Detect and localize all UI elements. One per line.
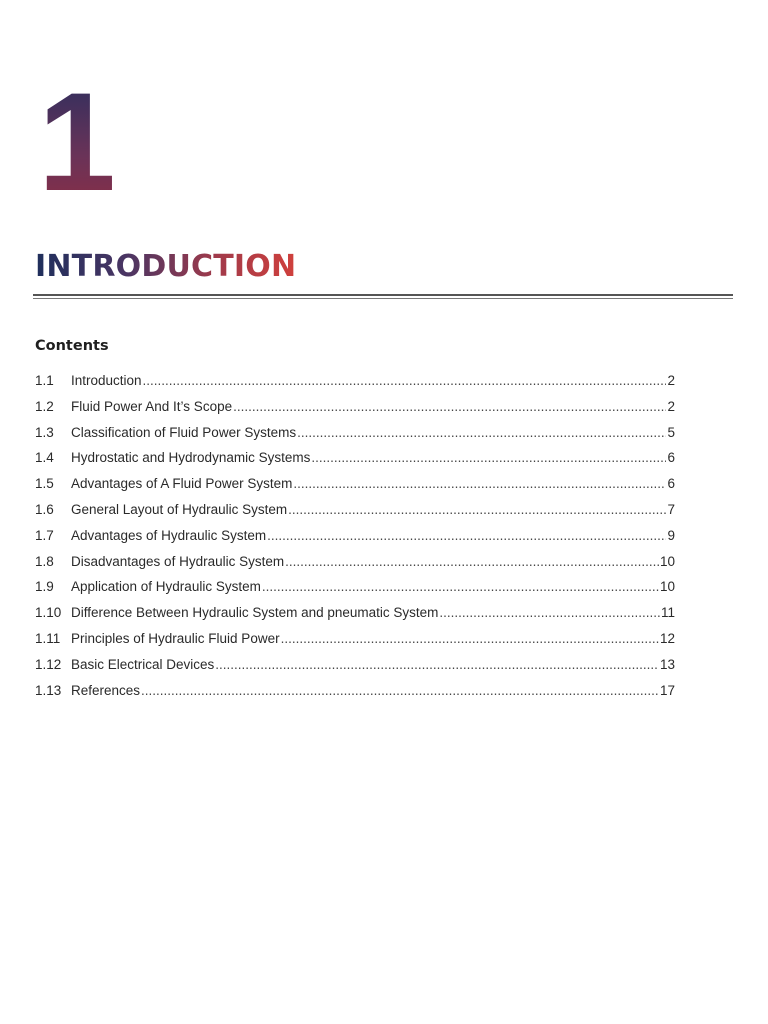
toc-entry-page: 11 xyxy=(660,605,675,621)
toc-entry-page: 7 xyxy=(667,501,675,517)
toc-entry-page: 9 xyxy=(667,527,675,543)
title-divider xyxy=(33,294,733,299)
toc-dot-leader xyxy=(293,476,666,491)
toc-entry[interactable] xyxy=(35,605,675,631)
toc-entry-page: 12 xyxy=(659,630,675,646)
toc-entry-page: 6 xyxy=(667,476,675,492)
toc-entry-number: 1.2 xyxy=(35,398,54,414)
chapter-title: INTRODUCTION xyxy=(35,249,297,284)
toc-dot-leader xyxy=(141,683,659,698)
toc-entry-page: 10 xyxy=(659,579,675,595)
toc-entry-number: 1.12 xyxy=(35,656,62,672)
toc-entry-title: References xyxy=(71,682,141,698)
toc-entry[interactable] xyxy=(35,502,675,528)
toc-entry-number: 1.1 xyxy=(35,373,54,388)
toc-dot-leader xyxy=(233,399,666,414)
toc-entry-title: Advantages of Hydraulic System xyxy=(71,527,267,543)
toc-entry-page: 2 xyxy=(667,373,675,388)
toc-entry[interactable] xyxy=(35,528,675,554)
toc-entry[interactable] xyxy=(35,476,675,502)
toc-entry-title: General Layout of Hydraulic System xyxy=(71,501,288,517)
toc-dot-leader xyxy=(439,605,660,620)
toc-entry-number: 1.11 xyxy=(35,630,61,646)
toc-dot-leader xyxy=(281,631,659,646)
toc-entry-title: Principles of Hydraulic Fluid Power xyxy=(71,630,280,646)
toc-entry[interactable] xyxy=(35,399,675,425)
toc-entry-number: 1.7 xyxy=(35,527,54,543)
toc-dot-leader xyxy=(311,450,666,465)
table-of-contents xyxy=(35,373,675,708)
toc-dot-leader xyxy=(262,579,659,594)
chapter-number: 1 xyxy=(38,63,116,220)
toc-entry-number: 1.10 xyxy=(35,605,62,621)
toc-entry[interactable] xyxy=(35,450,675,476)
toc-entry-title: Fluid Power And It’s Scope xyxy=(71,398,233,414)
toc-entry-title: Disadvantages of Hydraulic System xyxy=(71,553,285,569)
toc-entry-number: 1.9 xyxy=(35,579,54,595)
toc-dot-leader xyxy=(297,425,666,440)
toc-entry[interactable] xyxy=(35,554,675,580)
contents-heading: Contents xyxy=(35,338,109,354)
toc-dot-leader xyxy=(288,502,666,517)
toc-entry-page: 5 xyxy=(667,424,675,440)
toc-entry-page: 2 xyxy=(667,398,675,414)
toc-dot-leader xyxy=(215,657,659,672)
toc-entry[interactable] xyxy=(35,657,675,683)
toc-entry-title: Difference Between Hydraulic System and pneumatic System xyxy=(71,605,439,621)
toc-entry-title: Application of Hydraulic System xyxy=(71,579,261,595)
toc-entry-number: 1.5 xyxy=(35,476,54,492)
toc-entry-title: Hydrostatic and Hydrodynamic Systems xyxy=(71,450,311,466)
toc-entry-page: 13 xyxy=(659,656,675,672)
toc-entry-title: Basic Electrical Devices xyxy=(71,656,215,672)
toc-entry-number: 1.13 xyxy=(35,682,62,698)
toc-entry[interactable] xyxy=(35,579,675,605)
toc-entry-page: 10 xyxy=(659,553,675,569)
toc-entry-title: Advantages of A Fluid Power System xyxy=(71,476,293,492)
toc-entry-title: Classification of Fluid Power Systems xyxy=(71,424,297,440)
toc-entry-page: 17 xyxy=(659,682,675,698)
toc-entry-number: 1.8 xyxy=(35,553,54,569)
toc-entry[interactable] xyxy=(35,373,675,399)
toc-entry-number: 1.4 xyxy=(35,450,54,466)
toc-entry-number: 1.6 xyxy=(35,501,54,517)
toc-dot-leader xyxy=(267,528,666,543)
toc-entry-title: Introduction xyxy=(71,373,142,388)
toc-entry-page: 6 xyxy=(667,450,675,466)
toc-entry[interactable] xyxy=(35,683,675,709)
toc-dot-leader xyxy=(285,554,659,569)
toc-dot-leader xyxy=(143,373,667,388)
toc-entry[interactable] xyxy=(35,425,675,451)
toc-entry[interactable] xyxy=(35,631,675,657)
toc-entry-number: 1.3 xyxy=(35,424,54,440)
